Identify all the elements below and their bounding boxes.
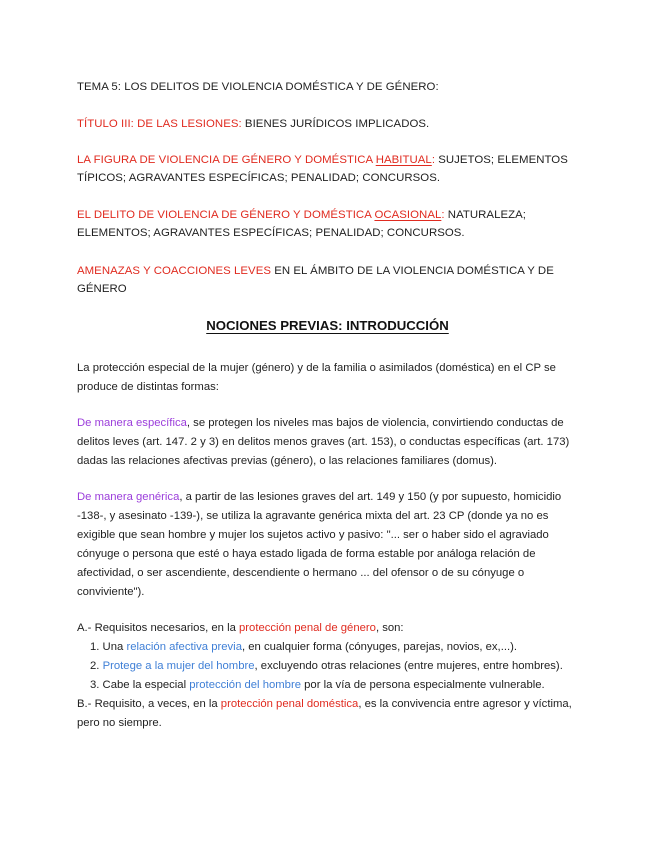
topic-item-amenazas <box>77 262 582 298</box>
topic-item-red-tail: : <box>441 209 445 221</box>
topic-item-rest: SUJETOS; ELEMENTOS TÍPICOS; AGRAVANTES ESPECÍFICAS; PENALIDAD; CONCURSOS. <box>77 154 568 184</box>
topic-item-red: EL DELITO DE VIOLENCIA DE GÉNERO Y DOMÉSTICA <box>77 209 375 221</box>
list-item <box>77 638 582 657</box>
topic-title-text: TEMA 5: LOS DELITOS DE VIOLENCIA DOMÉSTICA Y DE GÉNERO: <box>77 81 439 93</box>
topic-item-ocasional <box>77 206 582 242</box>
list-item-post: , en cualquier forma (cónyuges, parejas, novios, ex,...). <box>241 641 518 653</box>
list-item-pre: 2. <box>90 660 103 672</box>
topic-item-rest: BIENES JURÍDICOS IMPLICADOS. <box>241 118 430 130</box>
section-heading: NOCIONES PREVIAS: INTRODUCCIÓN <box>206 318 449 333</box>
topic-item-rest: EN EL ÁMBITO DE LA VIOLENCIA DOMÉSTICA Y DE GÉNERO <box>77 265 554 295</box>
requisitos-a-red: protección penal de género <box>239 622 376 634</box>
list-item <box>77 657 582 676</box>
topic-item-red-underlined: HABITUAL <box>375 154 432 166</box>
generica-text: , a partir de las lesiones graves del art. 149 y 150 (y por supuesto, homicidio -138-, y asesinato -139-), se utiliza la agravante genérica mixta del art. 23 CP (donde ya no es exigible que sean hombre y mujer los sujetos activo y pasivo: "... ser o haber sido el agraviado cónyuge o persona que esté o haya estado ligada de forma estable por análoga relación de afectividad, o ser ascendiente, descendiente o hermano ... del ofensor o de su cónyuge o conviviente"). <box>77 491 562 598</box>
requisitos-a-post: , son: <box>375 622 404 634</box>
list-item-pre: 3. Cabe la especial <box>90 679 190 691</box>
list-item <box>77 676 582 695</box>
list-item-post: , excluyendo otras relaciones (entre mujeres, entre hombres). <box>254 660 563 672</box>
requisito-b-pre: B.- Requisito, a veces, en la <box>77 698 221 710</box>
topic-item-red: LA FIGURA DE VIOLENCIA DE GÉNERO Y DOMÉSTICA <box>77 154 376 166</box>
especifica-lead: De manera específica <box>77 417 187 429</box>
intro-text: La protección especial de la mujer (género) y de la familia o asimilados (doméstica) en el CP se produce de distintas formas: <box>77 362 556 393</box>
topic-item-rest: NATURALEZA; ELEMENTOS; AGRAVANTES ESPECÍFICAS; PENALIDAD; CONCURSOS. <box>77 209 526 239</box>
topic-item-red: TÍTULO III: DE LAS LESIONES: <box>77 118 242 130</box>
list-item-blue: Protege a la mujer del hombre <box>102 660 255 672</box>
list-item-blue: protección del hombre <box>189 679 302 691</box>
list-item-post: por la vía de persona especialmente vulnerable. <box>301 679 545 691</box>
topic-item-red-underlined: OCASIONAL <box>374 209 442 221</box>
requisitos-a-pre: A.- Requisitos necesarios, en la <box>77 622 240 634</box>
requisitos-list-block <box>77 619 582 733</box>
especifica-text: , se protegen los niveles mas bajos de violencia, convirtiendo conductas de delitos leves (art. 147. 2 y 3) en delitos menos graves (art. 153), o conductas específicas (art. 173) dadas las relaciones afectivas previas (género), o las relaciones familiares (domus). <box>77 417 570 467</box>
requisitos-a-line <box>77 619 582 638</box>
generica-paragraph <box>77 488 582 602</box>
requisito-b-line <box>77 695 582 733</box>
topic-item-red-tail: : <box>431 154 436 166</box>
list-item-blue: relación afectiva previa <box>126 641 242 653</box>
topic-title <box>77 78 582 96</box>
list-item-pre: 1. Una <box>90 641 127 653</box>
especifica-paragraph <box>77 414 582 471</box>
intro-paragraph <box>77 359 582 397</box>
generica-lead: De manera genérica <box>77 491 180 503</box>
topic-item-habitual <box>77 151 582 187</box>
topic-item-lesiones <box>77 115 582 133</box>
topic-item-red: AMENAZAS Y COACCIONES LEVES <box>77 265 271 277</box>
requisito-b-red: protección penal doméstica <box>220 698 359 710</box>
requisito-b-post: , es la convivencia entre agresor y víctima, pero no siempre. <box>77 698 572 729</box>
